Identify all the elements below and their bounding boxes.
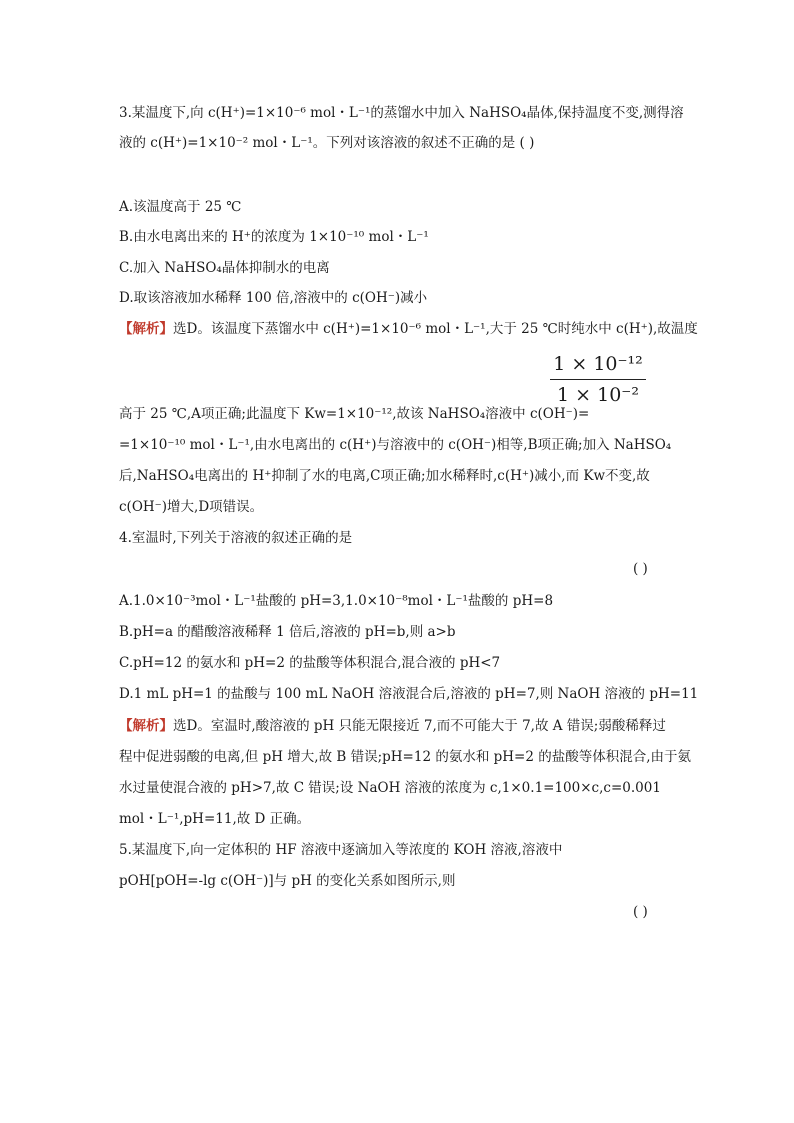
q3-option-b: B.由水电离出来的 H⁺的浓度为 1×10⁻¹⁰ mol・L⁻¹ [119, 229, 429, 245]
q4-analysis-tag: 【解析】 [119, 718, 173, 734]
q4-analysis-line-1 [119, 717, 679, 735]
q4-option-c: C.pH=12 的氨水和 pH=2 的盐酸等体积混合,混合液的 pH<7 [119, 655, 501, 671]
q3-option-c: C.加入 NaHSO₄晶体抑制水的电离 [119, 260, 330, 276]
q4-analysis-line-2: 程中促进弱酸的电离,但 pH 增大,故 B 错误;pH=12 的氨水和 pH=2 的盐酸等体积混合,由于氨 [119, 749, 692, 765]
q3-analysis-line-5: c(OH⁻)增大,D项错误。 [119, 499, 264, 515]
q4-stem: 4.室温时,下列关于溶液的叙述正确的是 [119, 530, 353, 546]
q4-option-d: D.1 mL pH=1 的盐酸与 100 mL NaOH 溶液混合后,溶液的 pH=7,则 NaOH 溶液的 pH=11 [119, 686, 699, 702]
q5-stem-line-1: 5.某温度下,向一定体积的 HF 溶液中逐滴加入等浓度的 KOH 溶液,溶液中 [119, 842, 563, 858]
q3-fraction-denominator: 1 × 10⁻² [557, 384, 639, 406]
q4-answer-paren: ( ) [633, 561, 648, 577]
q4-analysis-line-3: 水过量使混合液的 pH>7,故 C 错误;设 NaOH 溶液的浓度为 c,1×0.1=100×c,c=0.001 [119, 780, 661, 796]
q3-fraction-bar [550, 379, 646, 380]
q3-analysis-line-2: 高于 25 ℃,A项正确;此温度下 Kw=1×10⁻¹²,故该 NaHSO₄溶液中 c(OH⁻)= [119, 406, 590, 422]
q3-fraction-numerator: 1 × 10⁻¹² [553, 353, 643, 375]
q4-option-a: A.1.0×10⁻³mol・L⁻¹盐酸的 pH=3,1.0×10⁻⁸mol・L⁻¹盐酸的 pH=8 [119, 593, 554, 609]
q5-stem-line-2: pOH[pOH=-lg c(OH⁻)]与 pH 的变化关系如图所示,则 [119, 873, 456, 889]
q3-analysis-tag: 【解析】 [119, 321, 173, 337]
q4-analysis-line-4: mol・L⁻¹,pH=11,故 D 正确。 [119, 811, 311, 827]
q5-answer-paren: ( ) [633, 904, 648, 920]
q3-option-d: D.取该溶液加水稀释 100 倍,溶液中的 c(OH⁻)减小 [119, 290, 428, 306]
q3-analysis-line-4: 后,NaHSO₄电离出的 H⁺抑制了水的电离,C项正确;加水稀释时,c(H⁺)减小,而 Kw不变,故 [119, 468, 650, 484]
q3-fraction [550, 351, 646, 408]
q4-analysis-text-1: 选D。室温时,酸溶液的 pH 只能无限接近 7,而不可能大于 7,故 A 错误;弱酸稀释过 [173, 718, 666, 734]
q3-stem-line-2: 液的 c(H⁺)=1×10⁻² mol・L⁻¹。下列对该溶液的叙述不正确的是 ( ) [119, 135, 535, 151]
q3-analysis-line-3: =1×10⁻¹⁰ mol・L⁻¹,由水电离出的 c(H⁺)与溶液中的 c(OH⁻)相等,B项正确;加入 NaHSO₄ [119, 437, 672, 453]
q3-option-a: A.该温度高于 25 ℃ [119, 199, 242, 215]
q3-analysis-text-1: 选D。该温度下蒸馏水中 c(H⁺)=1×10⁻⁶ mol・L⁻¹,大于 25 ℃时纯水中 c(H⁺),故温度 [173, 321, 698, 337]
q3-analysis-line-1 [119, 320, 698, 338]
q3-stem-line-1: 3.某温度下,向 c(H⁺)=1×10⁻⁶ mol・L⁻¹的蒸馏水中加入 NaHSO₄晶体,保持温度不变,测得溶 [119, 105, 684, 121]
q4-option-b: B.pH=a 的醋酸溶液稀释 1 倍后,溶液的 pH=b,则 a>b [119, 624, 456, 640]
